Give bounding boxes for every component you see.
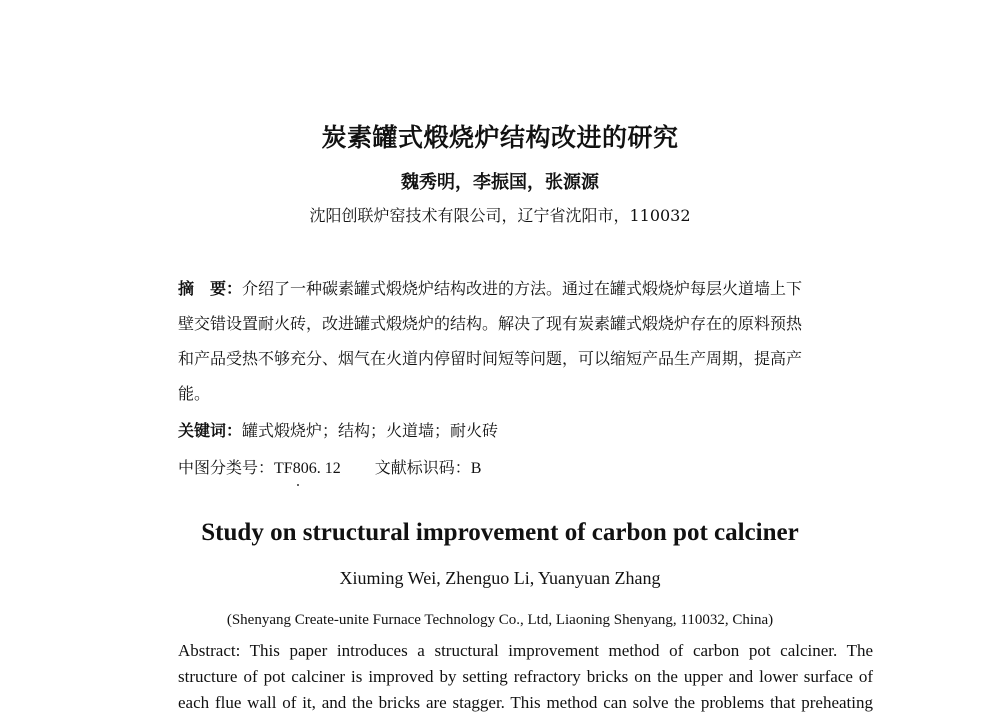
scan-speck [297,484,299,486]
en-title: Study on structural improvement of carbon pot calciner [201,519,799,546]
cn-abstract-line: 壁交错设置耐火砖，改进罐式煅烧炉的结构。解决了现有炭素罐式煅烧炉存在的原料预热 [178,314,803,333]
en-abstract-text: This paper introduces a structural improvement method of carbon pot calciner. The [249,641,874,660]
en-abstract [178,638,873,716]
cn-abstract-line: 能。 [178,384,211,403]
clc-label: 中图分类号： [178,458,275,477]
cn-title: 炭素罐式煅烧炉结构改进的研究 [321,123,679,152]
en-authors: Xiuming Wei, Zhenguo Li, Yuanyuan Zhang [339,568,661,588]
en-abstract-label: Abstract: [178,641,241,660]
cn-affiliation: 沈阳创联炉窑技术有限公司，辽宁省沈阳市，110032 [309,206,691,225]
cn-abstract-text: 介绍了一种碳素罐式煅烧炉结构改进的方法。通过在罐式煅烧炉每层火道墙上下 [242,279,803,298]
doc-code-label: 文献标识码： [374,458,471,477]
cn-classification [178,455,481,478]
cn-keywords-value: 罐式煅烧炉；结构；火道墙；耐火砖 [242,421,499,440]
en-abstract-line: each flue wall of it, and the bricks are stagger. This method can solve the problems that preheating [178,693,873,712]
cn-keywords [178,418,498,441]
clc-value: TF806. 12 [274,460,341,477]
en-abstract-line [178,638,873,664]
cn-abstract-line: 和产品受热不够充分、烟气在火道内停留时间短等问题，可以缩短产品生产周期，提高产 [178,349,803,368]
cn-abstract-label: 摘 要： [178,279,243,298]
doc-code-value: B [470,460,482,477]
en-abstract-line: structure of pot calciner is improved by setting refractory bricks on the upper and lower surface of [178,667,873,686]
cn-abstract-line [178,276,802,299]
cn-keywords-label: 关键词： [178,421,243,440]
en-affiliation: (Shenyang Create-unite Furnace Technology Co., Ltd, Liaoning Shenyang, 110032, China) [226,612,774,628]
cn-authors: 魏秀明，李振国，张源源 [401,172,599,193]
